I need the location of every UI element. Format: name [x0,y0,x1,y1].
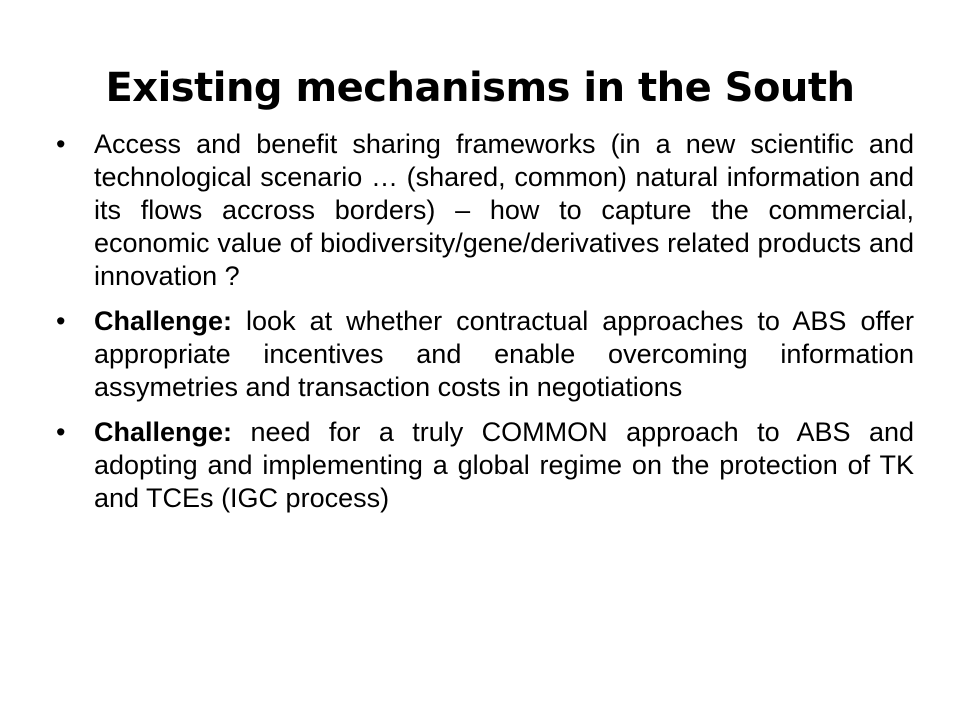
bullet-text: look at whether contractual approaches to ABS offer appropriate incentives and enable overcoming information assymetries and transaction costs in negotiations [94,306,914,402]
bullet-text: need for a truly COMMON approach to ABS and adopting and implementing a global regime on the protection of TK and TCEs (IGC process) [94,417,914,513]
bullet-lead: Challenge: [94,417,233,447]
slide-title: Existing mechanisms in the South [105,65,855,111]
bullet-list [52,128,914,527]
bullet-dot-icon: • [56,129,66,159]
bullet-lead: Challenge: [94,306,233,336]
bullet-dot-icon: • [56,417,66,447]
bullet-item [52,305,914,404]
bullet-item [52,416,914,515]
bullet-text: Access and benefit sharing frameworks (in a new scientific and technological scenario … (shared, common) natural information and its flows accross borders) – how to capture the commercial, economic value of biodiversity/gene/derivatives related products and innovation ? [94,129,914,291]
bullet-item [52,128,914,293]
bullet-dot-icon: • [56,306,66,336]
